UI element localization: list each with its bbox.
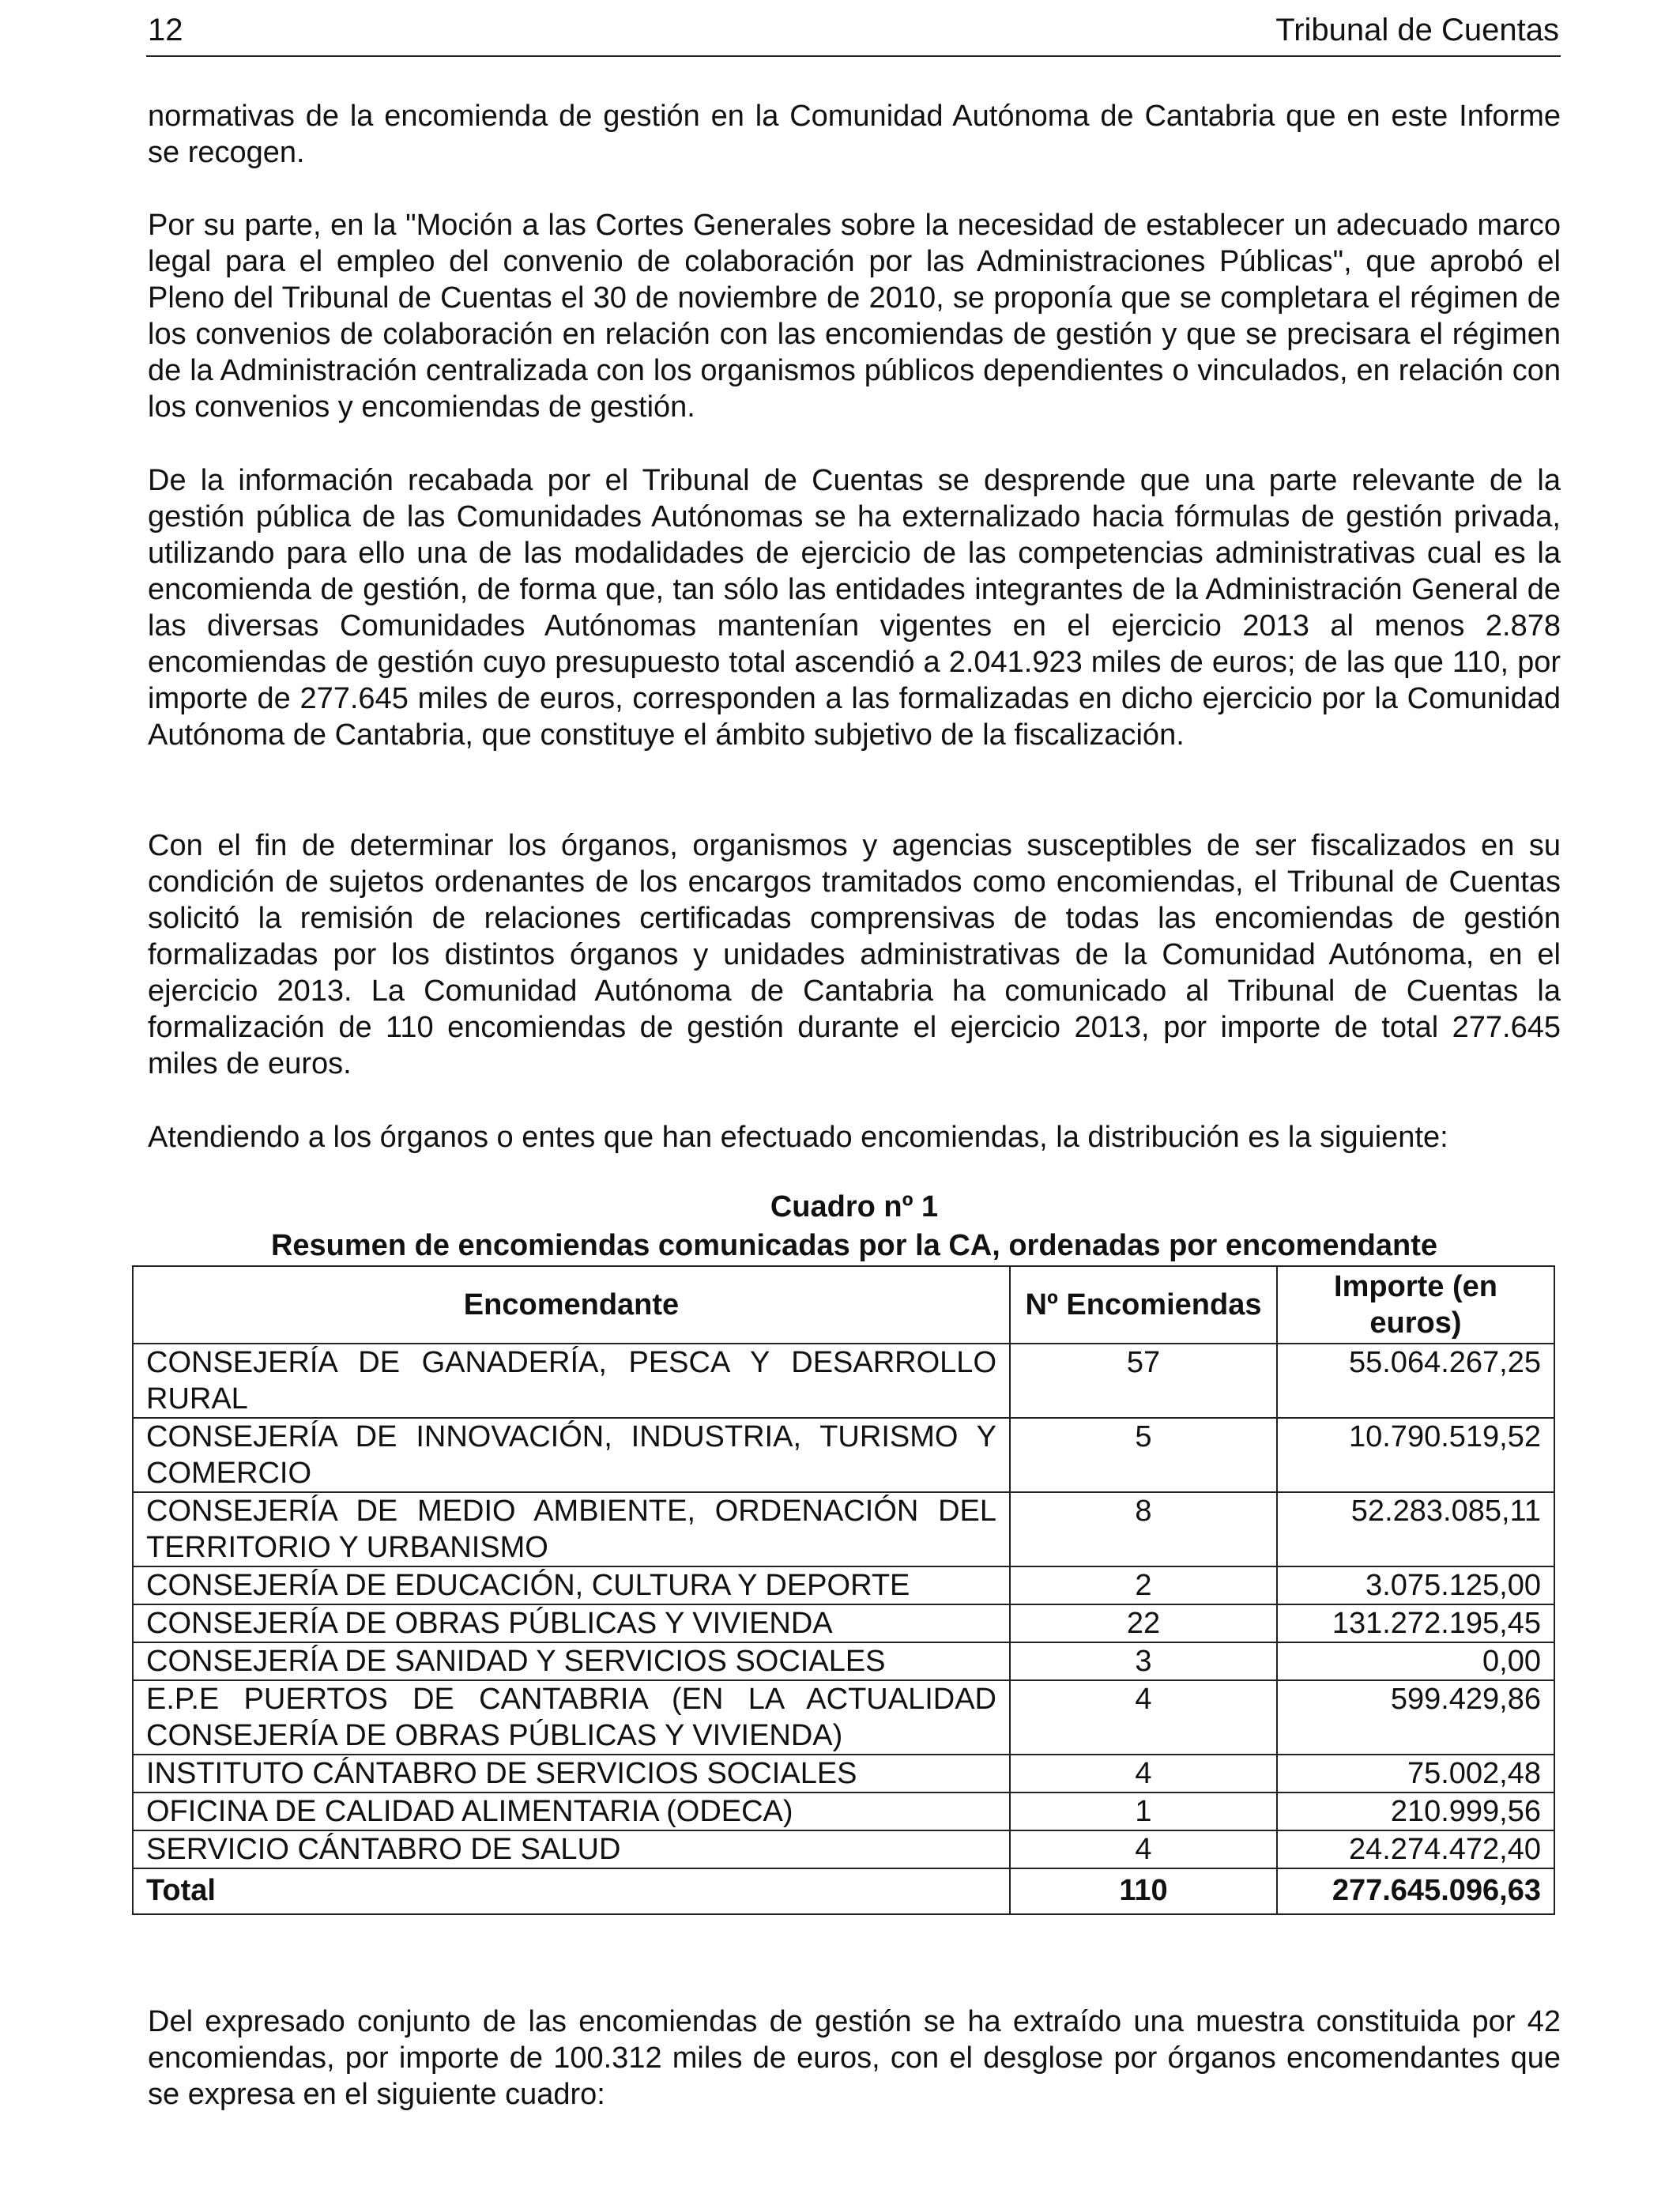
row-encomendante: CONSEJERÍA DE SANIDAD Y SERVICIOS SOCIALES [133, 1642, 1010, 1680]
header-importe: Importe (en euros) [1277, 1266, 1554, 1344]
row-count: 1 [1010, 1793, 1277, 1830]
row-count: 57 [1010, 1344, 1277, 1418]
paragraph-2: Por su parte, en la "Moción a las Cortes Generales sobre la necesidad de establecer un adecuado marco legal para el empleo del convenio de colaboración por las Administraciones Públicas", que aprobó el Pleno del Tribunal de Cuentas el 30 de noviembre de 2010, se proponía que se completara el régimen de los convenios de colaboración en relación con las encomiendas de gestión y que se precisara el régimen de la Administración centralizada con los organismos públicos dependientes o vinculados, en relación con los convenios y encomiendas de gestión. [148, 209, 1561, 424]
row-amount: 3.075.125,00 [1277, 1566, 1554, 1604]
row-amount: 599.429,86 [1277, 1680, 1554, 1755]
table-row [133, 1344, 1554, 1418]
total-count: 110 [1010, 1868, 1277, 1914]
row-count: 5 [1010, 1418, 1277, 1492]
row-count: 8 [1010, 1492, 1277, 1566]
table-row [133, 1793, 1554, 1830]
table-row [133, 1830, 1554, 1868]
table-header-row [133, 1266, 1554, 1344]
row-count: 22 [1010, 1604, 1277, 1642]
table-caption-title: Cuadro nº 1 [770, 1190, 939, 1223]
row-amount: 55.064.267,25 [1277, 1344, 1554, 1418]
table-row [133, 1755, 1554, 1793]
paragraph-4: Con el fin de determinar los órganos, organismos y agencias susceptibles de ser fiscalizados en su condición de sujetos ordenantes de los encargos tramitados como encomiendas, el Tribunal de Cuentas solicitó la remisión de relaciones certificadas comprensivas de todas las encomiendas de gestión formalizadas por los distintos órganos y unidades administrativas de la Comunidad Autónoma, en el ejercicio 2013. La Comunidad Autónoma de Cantabria ha comunicado al Tribunal de Cuentas la formalización de 110 encomiendas de gestión durante el ejercicio 2013, por importe de total 277.645 miles de euros. [148, 829, 1561, 1080]
row-encomendante: CONSEJERÍA DE MEDIO AMBIENTE, ORDENACIÓN DEL TERRITORIO Y URBANISMO [133, 1492, 1010, 1566]
page-header [146, 11, 1561, 57]
encomiendas-table [132, 1265, 1555, 1915]
row-encomendante: CONSEJERÍA DE EDUCACIÓN, CULTURA Y DEPORTE [133, 1566, 1010, 1604]
table-caption-subtitle: Resumen de encomiendas comunicadas por la CA, ordenadas por encomendante [270, 1229, 1438, 1262]
total-amount: 277.645.096,63 [1277, 1868, 1554, 1914]
row-amount: 10.790.519,52 [1277, 1418, 1554, 1492]
header-title: Tribunal de Cuentas [1275, 13, 1559, 47]
table-total-row [133, 1868, 1554, 1914]
row-amount: 210.999,56 [1277, 1793, 1554, 1830]
row-amount: 24.274.472,40 [1277, 1830, 1554, 1868]
row-encomendante: CONSEJERÍA DE OBRAS PÚBLICAS Y VIVIENDA [133, 1604, 1010, 1642]
row-count: 4 [1010, 1680, 1277, 1755]
row-amount: 131.272.195,45 [1277, 1604, 1554, 1642]
header-num-encomiendas: Nº Encomiendas [1010, 1266, 1277, 1344]
row-amount: 75.002,48 [1277, 1755, 1554, 1793]
row-amount: 52.283.085,11 [1277, 1492, 1554, 1566]
paragraph-1: normativas de la encomienda de gestión en la Comunidad Autónoma de Cantabria que en este Informe se recogen. [148, 100, 1561, 169]
row-encomendante: INSTITUTO CÁNTABRO DE SERVICIOS SOCIALES [133, 1755, 1010, 1793]
table-row [133, 1680, 1554, 1755]
total-label: Total [133, 1868, 1010, 1914]
row-count: 4 [1010, 1755, 1277, 1793]
row-count: 4 [1010, 1830, 1277, 1868]
paragraph-6: Del expresado conjunto de las encomiendas de gestión se ha extraído una muestra constituida por 42 encomiendas, por importe de 100.312 miles de euros, con el desglose por órganos encomendantes que se expresa en el siguiente cuadro: [148, 2005, 1561, 2111]
row-encomendante: CONSEJERÍA DE INNOVACIÓN, INDUSTRIA, TURISMO Y COMERCIO [133, 1418, 1010, 1492]
table-row [133, 1642, 1554, 1680]
row-encomendante: SERVICIO CÁNTABRO DE SALUD [133, 1830, 1010, 1868]
table-row [133, 1492, 1554, 1566]
header-encomendante: Encomendante [133, 1266, 1010, 1344]
table-row [133, 1418, 1554, 1492]
row-encomendante: OFICINA DE CALIDAD ALIMENTARIA (ODECA) [133, 1793, 1010, 1830]
paragraph-3: De la información recabada por el Tribunal de Cuentas se desprende que una parte relevante de la gestión pública de las Comunidades Autónomas se ha externalizado hacia fórmulas de gestión privada, utilizando para ello una de las modalidades de ejercicio de las competencias administrativas cual es la encomienda de gestión, de forma que, tan sólo las entidades integrantes de la Administración General de las diversas Comunidades Autónomas mantenían vigentes en el ejercicio 2013 al menos 2.878 encomiendas de gestión cuyo presupuesto total ascendió a 2.041.923 miles de euros; de las que 110, por importe de 277.645 miles de euros, corresponden a las formalizadas en dicho ejercicio por la Comunidad Autónoma de Cantabria, que constituye el ámbito subjetivo de la fiscalización. [148, 464, 1561, 752]
row-encomendante: E.P.E PUERTOS DE CANTABRIA (EN LA ACTUALIDAD CONSEJERÍA DE OBRAS PÚBLICAS Y VIVIENDA) [133, 1680, 1010, 1755]
table-row [133, 1566, 1554, 1604]
row-encomendante: CONSEJERÍA DE GANADERÍA, PESCA Y DESARROLLO RURAL [133, 1344, 1010, 1418]
paragraph-5: Atendiendo a los órganos o entes que han efectuado encomiendas, la distribución es la siguiente: [148, 1121, 1448, 1154]
row-amount: 0,00 [1277, 1642, 1554, 1680]
page-number: 12 [148, 13, 183, 47]
row-count: 2 [1010, 1566, 1277, 1604]
row-count: 3 [1010, 1642, 1277, 1680]
table-row [133, 1604, 1554, 1642]
